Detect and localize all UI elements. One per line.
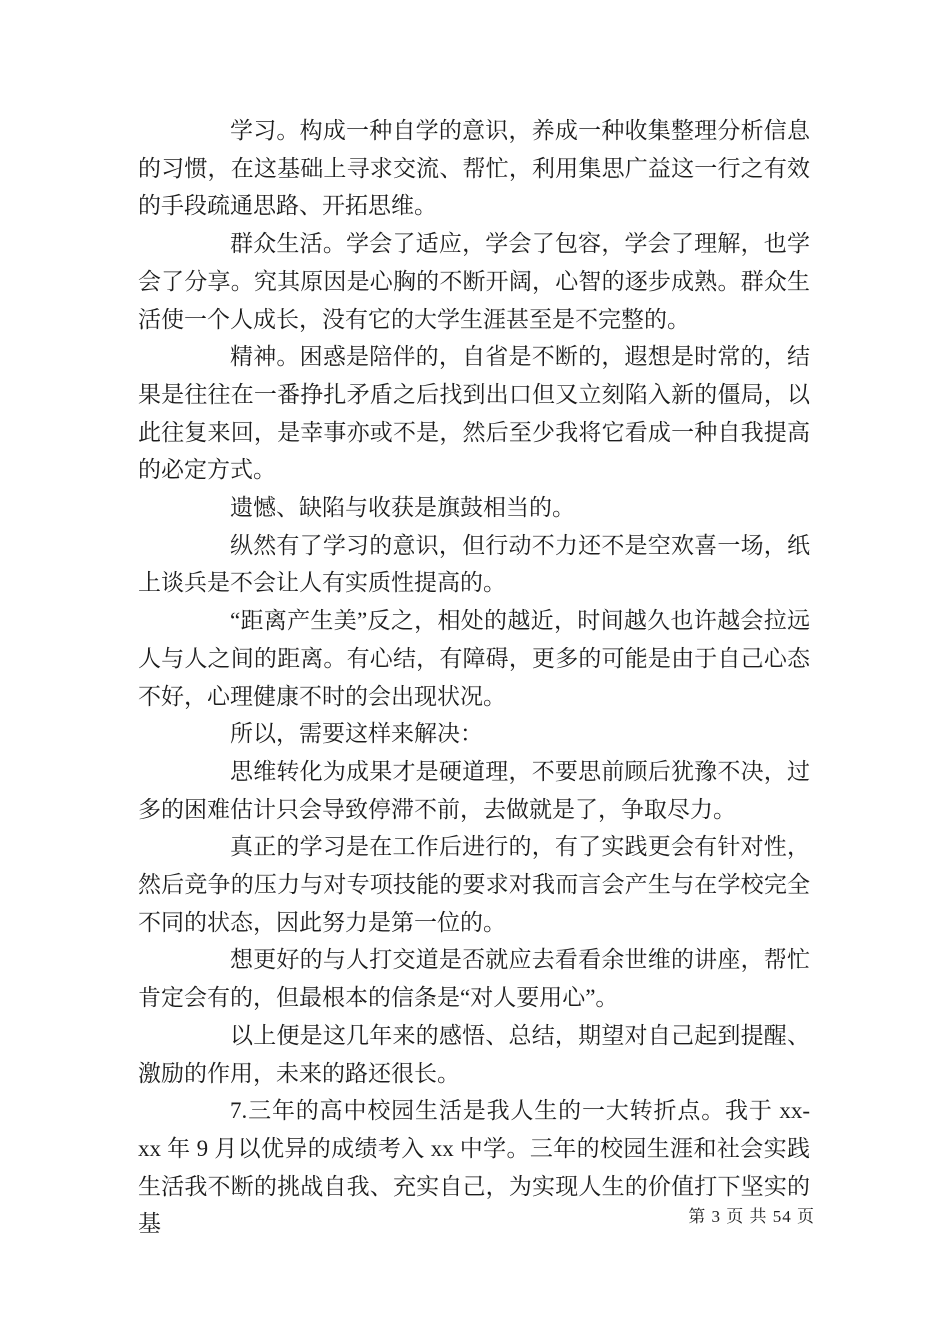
paragraph-study: 学习。构成一种自学的意识，养成一种收集整理分析信息的习惯，在这基础上寻求交流、帮忙，利用集思广益这一行之有效的手段疏通思路、开拓思维。 [138, 118, 810, 219]
paragraph-item-7-highschool: 7.三年的高中校园生活是我人生的一大转折点。我于 xx-xx 年 9 月以优异的成绩考入 xx 中学。三年的校园生涯和社会实践生活我不断的挑战自我、充实自己，为实现人生的价值打下坚实的基 [138, 1098, 810, 1237]
paragraph-real-learning: 真正的学习是在工作后进行的，有了实践更会有针对性，然后竞争的压力与对专项技能的要求对我而言会产生与在学校完全不同的状态，因此努力是第一位的。 [138, 834, 810, 935]
paragraph-group-life: 群众生活。学会了适应，学会了包容，学会了理解，也学会了分享。究其原因是心胸的不断开阔，心智的逐步成熟。群众生活使一个人成长，没有它的大学生涯甚至是不完整的。 [138, 231, 810, 332]
paragraph-dealing-with-people: 想更好的与人打交道是否就应去看看余世维的讲座，帮忙肯定会有的，但最根本的信条是“对人要用心”。 [138, 947, 810, 1011]
page-number-label: 第 3 页 共 54 页 [688, 1207, 815, 1226]
paragraph-spirit: 精神。困惑是陪伴的，自省是不断的，遐想是时常的，结果是往往在一番挣扎矛盾之后找到出口但又立刻陷入新的僵局，以此往复来回，是幸事亦或不是，然后至少我将它看成一种自我提高的必定方式。 [138, 344, 810, 483]
paragraph-awareness: 纵然有了学习的意识，但行动不力还不是空欢喜一场，纸上谈兵是不会让人有实质性提高的。 [138, 532, 810, 596]
document-body [138, 112, 810, 1243]
paragraph-summary: 以上便是这几年来的感悟、总结，期望对自己起到提醒、激励的作用，未来的路还很长。 [138, 1022, 810, 1086]
page-footer [138, 1202, 815, 1227]
paragraph-thinking-to-results: 思维转化为成果才是硬道理，不要思前顾后犹豫不决，过多的困难估计只会导致停滞不前，去做就是了，争取尽力。 [138, 758, 810, 822]
paragraph-regret: 遗憾、缺陷与收获是旗鼓相当的。 [230, 495, 575, 521]
paragraph-solution-intro: 所以，需要这样来解决： [230, 721, 483, 747]
paragraph-distance: “距离产生美”反之，相处的越近，时间越久也许越会拉远人与人之间的距离。有心结，有障碍，更多的可能是由于自己心态不好，心理健康不时的会出现状况。 [138, 608, 810, 709]
